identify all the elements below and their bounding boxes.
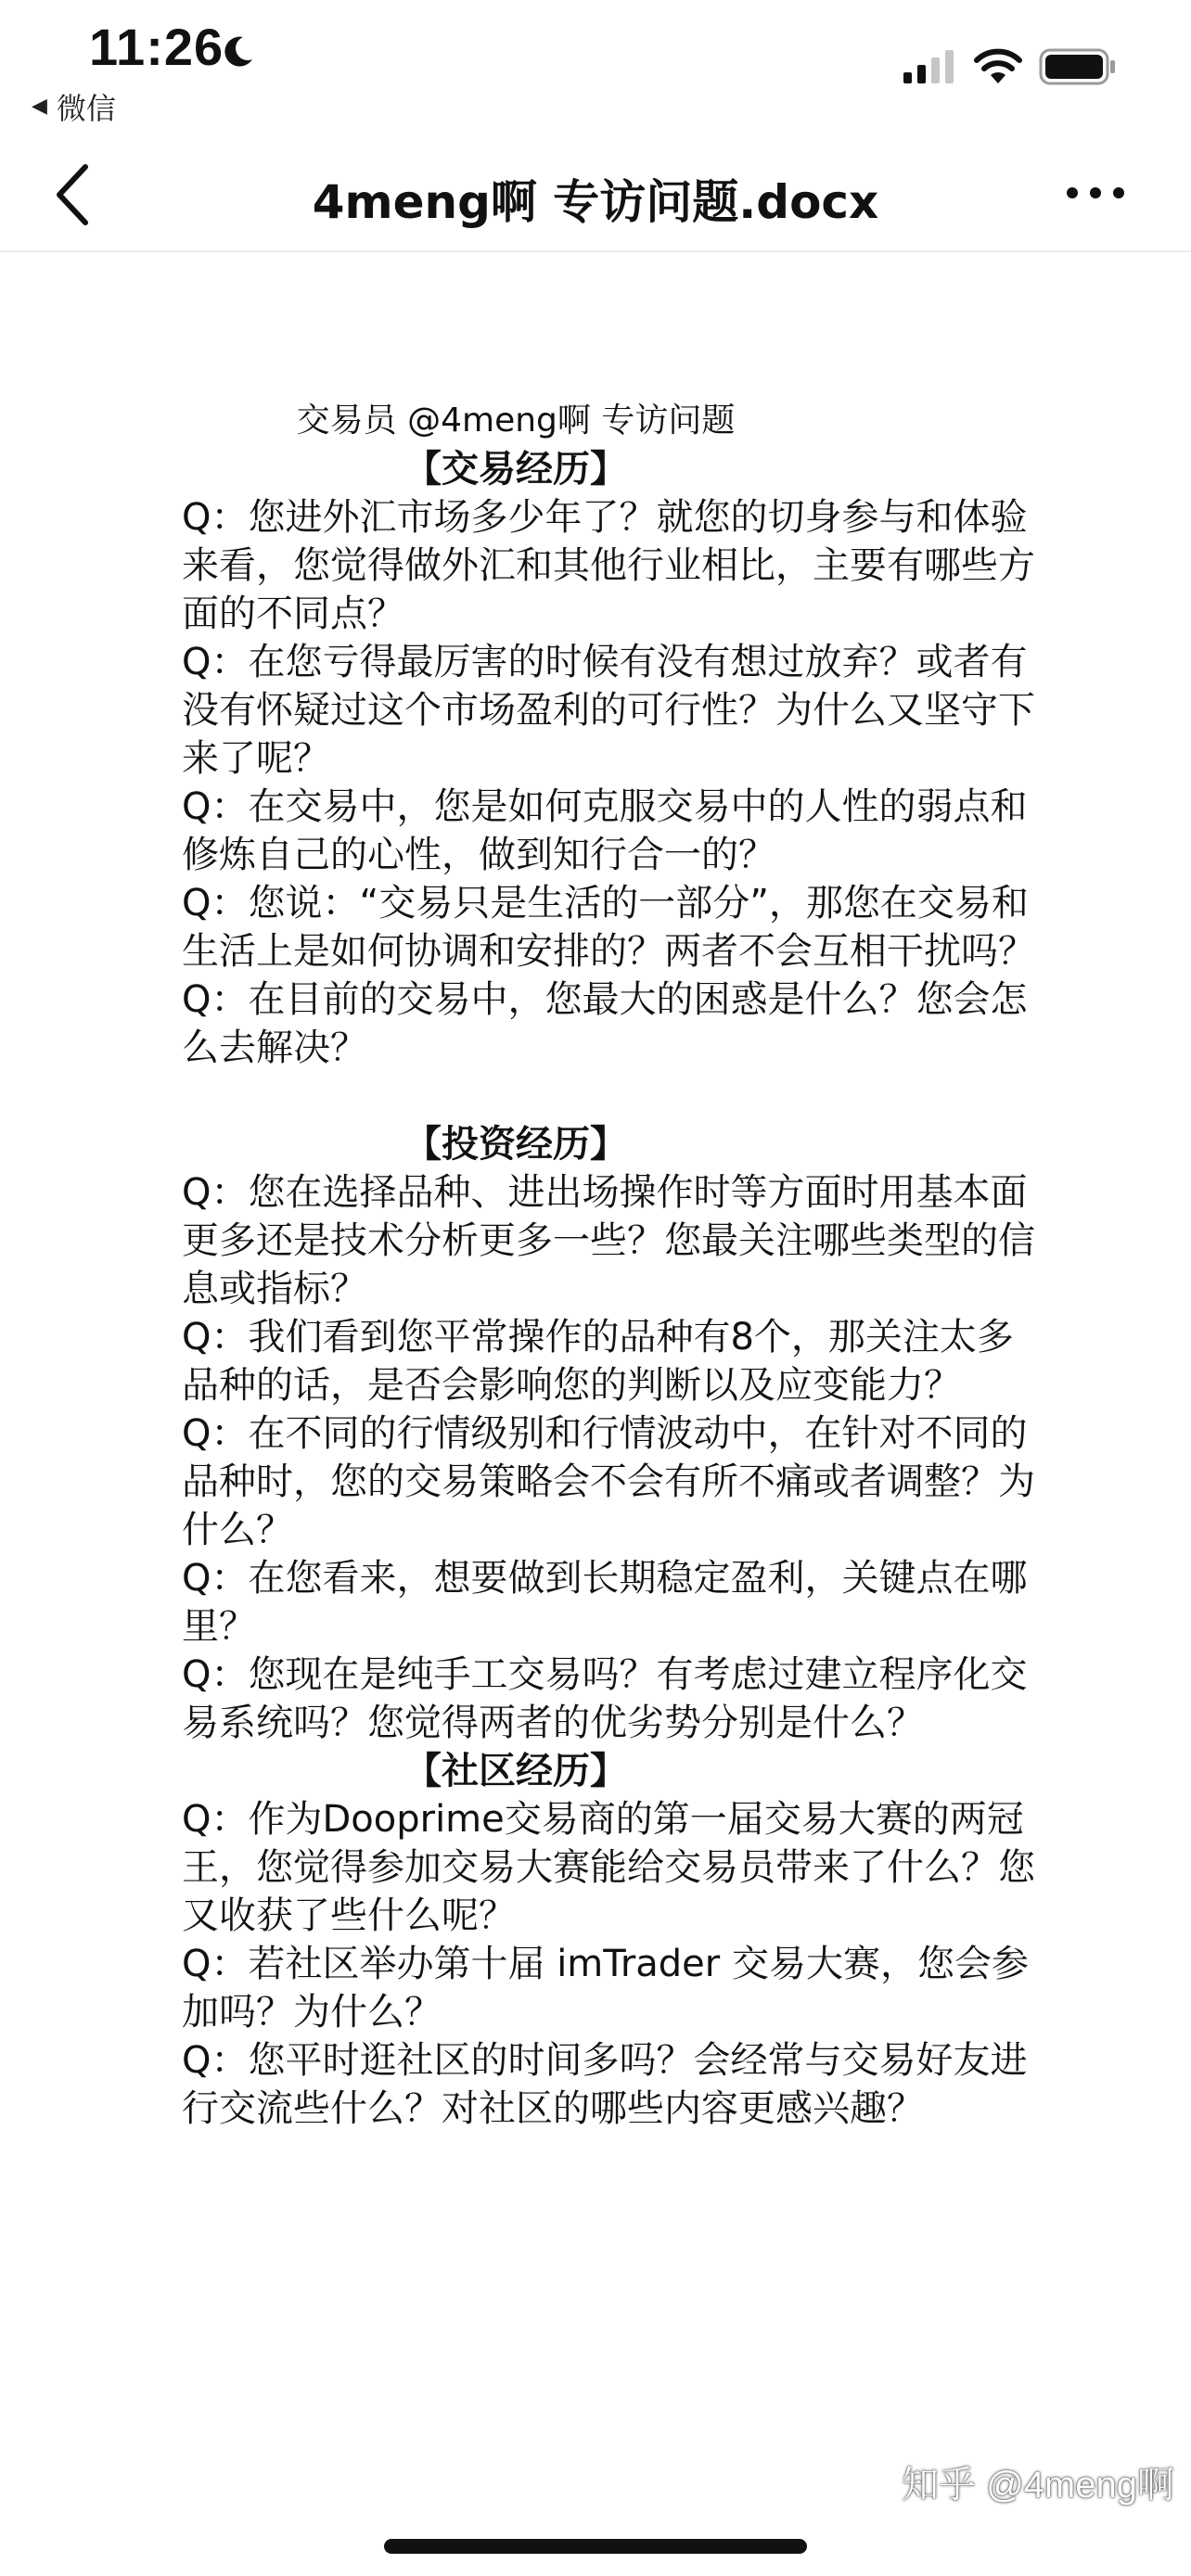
question-item: Q：您在选择品种、进出场操作时等方面时用基本面更多还是技术分析更多一些？您最关注哪些类型的信息或指标？ (182, 1171, 1035, 1310)
question-item: Q：在您亏得最厉害的时候有没有想过放弃？或者有没有怀疑过这个市场盈利的可行性？为什么又坚守下来了呢？ (182, 641, 1035, 780)
status-bar (0, 0, 1191, 130)
document-heading: 交易员 @4meng啊 专访问题 (296, 402, 736, 440)
more-dots-icon[interactable] (1063, 174, 1128, 211)
question-item: Q：作为Dooprime交易商的第一届交易大赛的两冠王，您觉得参加交易大赛能给交易员带来了什么？您又收获了些什么呢？ (182, 1798, 1035, 1937)
section-title-trading: 【交易经历】 (404, 448, 627, 491)
battery-icon (1039, 48, 1117, 85)
moon-icon (219, 33, 256, 70)
document-body (182, 397, 1035, 2133)
cellular-signal-icon (903, 50, 955, 83)
section-title-investment: 【投资经历】 (404, 1123, 627, 1166)
home-indicator[interactable] (384, 2539, 807, 2554)
back-app-label: 微信 (56, 91, 116, 126)
question-item: Q：您平时逛社区的时间多吗？会经常与交易好友进行交流些什么？对社区的哪些内容更感兴趣？ (182, 2039, 1028, 2130)
question-item: Q：我们看到您平常操作的品种有8个，那关注太多品种的话，是否会影响您的判断以及应变能力？ (182, 1316, 1014, 1407)
back-to-wechat-link[interactable] (32, 85, 116, 128)
navigation-bar (0, 139, 1191, 252)
question-item: Q：在您看来，想要做到长期稳定盈利，关键点在哪里？ (182, 1557, 1028, 1648)
question-item: Q：在目前的交易中，您最大的困惑是什么？您会怎么去解决？ (182, 978, 1028, 1069)
paragraph-gap (182, 1072, 1035, 1120)
document-title: 4meng啊 专访问题.docx (312, 175, 879, 229)
question-item: Q：若社区举办第十届 imTrader 交易大赛，您会参加吗？为什么？ (182, 1943, 1029, 2034)
question-item: Q：您说：“交易只是生活的一部分”，那您在交易和生活上是如何协调和安排的？两者不会互相干扰吗？ (182, 882, 1035, 973)
status-time: 11:26 (89, 18, 224, 76)
section-title-community: 【社区经历】 (404, 1750, 627, 1792)
question-item: Q：在不同的行情级别和行情波动中，在针对不同的品种时，您的交易策略会不会有所不痛或者调整？为什么？ (182, 1412, 1035, 1551)
back-chevron-icon[interactable] (46, 159, 102, 230)
wifi-icon (972, 45, 1024, 85)
back-triangle-icon: ◀ (32, 94, 47, 118)
question-item: Q：您现在是纯手工交易吗？有考虑过建立程序化交易系统吗？您觉得两者的优劣势分别是什么？ (182, 1653, 1028, 1744)
zhihu-watermark: 知乎 @4meng啊 (901, 2465, 1174, 2506)
question-item: Q：在交易中，您是如何克服交易中的人性的弱点和修炼自己的心性，做到知行合一的？ (182, 785, 1028, 876)
question-item: Q：您进外汇市场多少年了？就您的切身参与和体验来看，您觉得做外汇和其他行业相比，主要有哪些方面的不同点？ (182, 496, 1035, 635)
